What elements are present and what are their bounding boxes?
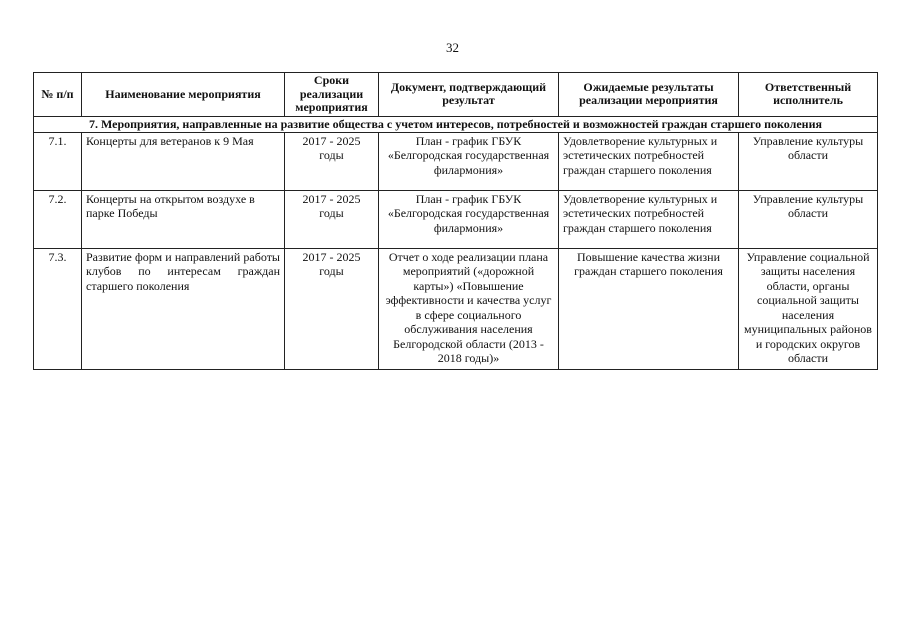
section-title: 7. Мероприятия, направленные на развитие общества с учетом интересов, потребностей и возможностей граждан старшего поколения	[34, 116, 878, 132]
row-expected: Удовлетворение культурных и эстетических потребностей граждан старшего поколения	[559, 132, 739, 190]
row-num: 7.2.	[34, 190, 82, 248]
row-responsible: Управление культуры области	[739, 190, 878, 248]
section-row	[34, 116, 878, 132]
row-document: План - график ГБУК «Белгородская государственная филармония»	[379, 190, 559, 248]
table-row	[34, 190, 878, 248]
row-expected: Удовлетворение культурных и эстетических потребностей граждан старшего поколения	[559, 190, 739, 248]
row-num: 7.3.	[34, 248, 82, 369]
page-number: 32	[446, 40, 459, 55]
activities-table	[33, 72, 878, 370]
table-row	[34, 248, 878, 369]
header-num: № п/п	[34, 73, 82, 117]
row-period: 2017 - 2025 годы	[285, 190, 379, 248]
row-num: 7.1.	[34, 132, 82, 190]
header-expected: Ожидаемые результаты реализации мероприятия	[559, 73, 739, 117]
row-name: Концерты на открытом воздухе в парке Победы	[82, 190, 285, 248]
row-name: Концерты для ветеранов к 9 Мая	[82, 132, 285, 190]
row-responsible: Управление культуры области	[739, 132, 878, 190]
row-name: Развитие форм и направлений работы клубов по интересам граждан старшего поколения	[82, 248, 285, 369]
header-document: Документ, подтверждающий результат	[379, 73, 559, 117]
row-period: 2017 - 2025 годы	[285, 132, 379, 190]
row-document: Отчет о ходе реализации плана мероприятий («дорожной карты») «Повышение эффективности и качества услуг в сфере социального обслуживания населения Белгородской области (2013 - 2018 годы)»	[379, 248, 559, 369]
header-period: Сроки реализации мероприятия	[285, 73, 379, 117]
row-period: 2017 - 2025 годы	[285, 248, 379, 369]
table-header-row	[34, 73, 878, 117]
table-row	[34, 132, 878, 190]
header-name: Наименование мероприятия	[82, 73, 285, 117]
header-responsible: Ответственный исполнитель	[739, 73, 878, 117]
row-expected: Повышение качества жизни граждан старшего поколения	[559, 248, 739, 369]
row-document: План - график ГБУК «Белгородская государственная филармония»	[379, 132, 559, 190]
row-responsible: Управление социальной защиты населения области, органы социальной защиты населения муниципальных районов и городских округов области	[739, 248, 878, 369]
